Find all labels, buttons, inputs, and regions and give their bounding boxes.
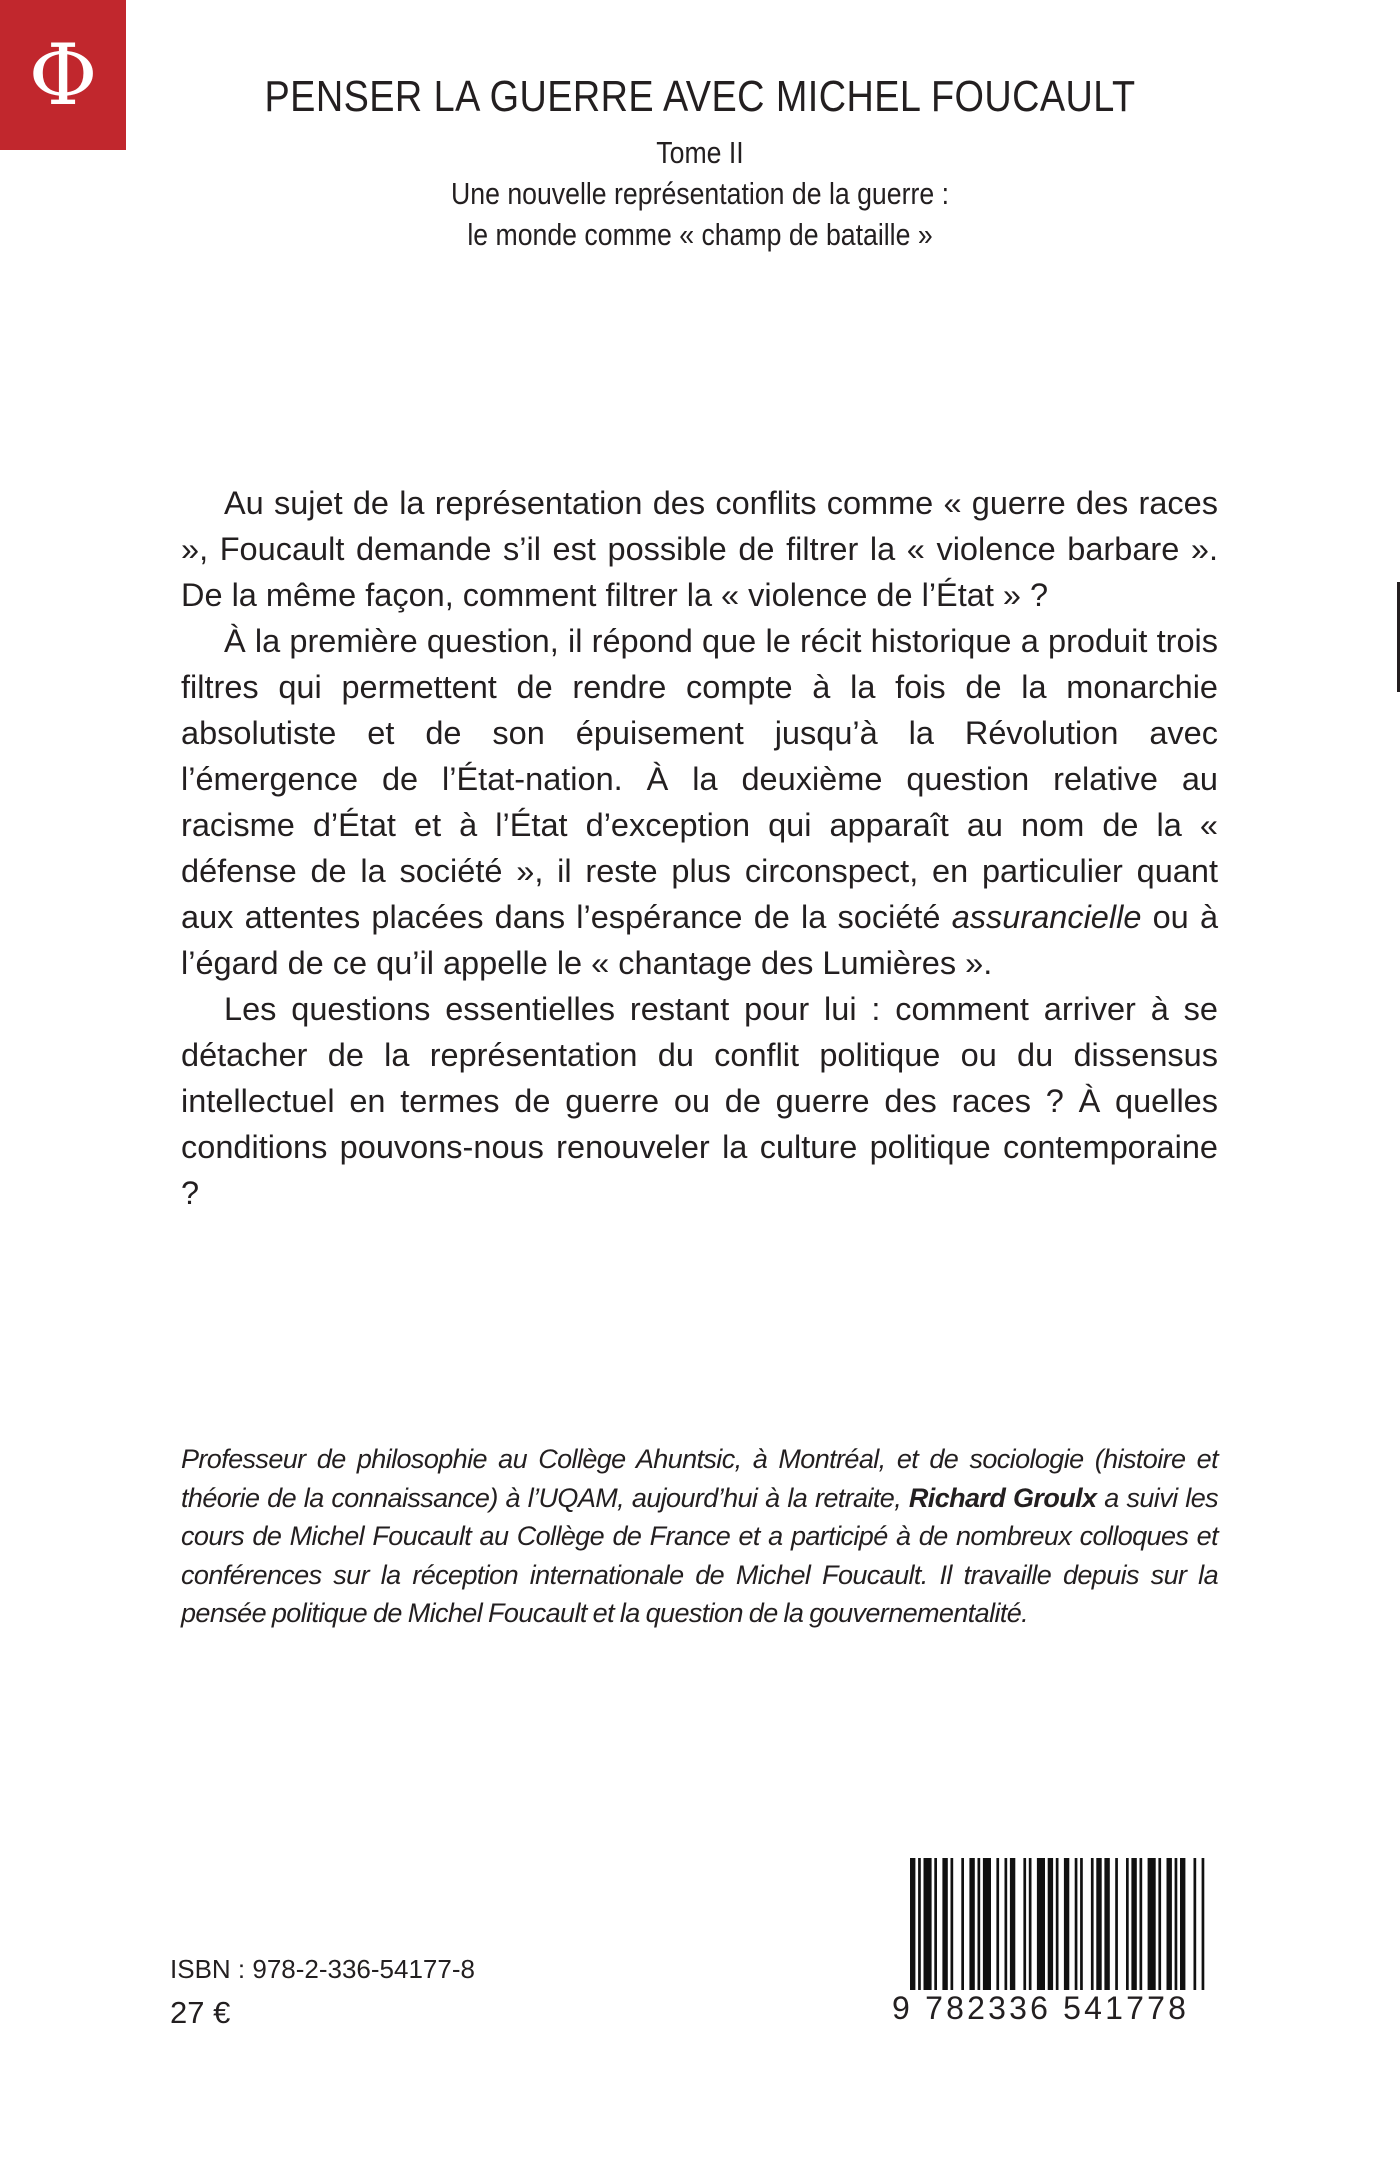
subtitle-line-2: le monde comme « champ de bataille »	[467, 217, 933, 252]
isbn-label: ISBN : 978-2-336-54177-8	[170, 1954, 475, 1984]
barcode-bar	[924, 1858, 932, 1998]
barcode-bar	[910, 1858, 915, 1998]
summary-paragraph-2	[181, 618, 1218, 986]
barcode-bar	[1148, 1858, 1156, 1998]
barcode-bar	[1140, 1858, 1143, 1998]
author-bio	[181, 1440, 1218, 1633]
barcode-bar	[1096, 1858, 1101, 1998]
author-bio-end: a suivi les cours de Michel Foucault au Collège de France et a participé à de nombreux colloques et conférences sur la réception internationale de Michel Foucault. Il travaille depuis sur la pensée politique de Michel Foucault et la question de la gouvernementalité.	[181, 1482, 1219, 1628]
barcode-bars	[890, 1858, 1212, 1998]
phi-icon: Φ	[28, 26, 98, 124]
barcode-bar	[996, 1858, 999, 1998]
summary-italic-term: assurancielle	[951, 899, 1142, 935]
price-label: 27 €	[170, 1995, 231, 2030]
barcode-bar	[969, 1858, 974, 1998]
barcode-bar	[1064, 1858, 1069, 1998]
summary-text	[181, 480, 1218, 1216]
barcode-bar	[1080, 1858, 1083, 1998]
barcode-bar	[1131, 1858, 1136, 1998]
summary-paragraph-3: Les questions essentielles restant pour lui : comment arriver à se détacher de la représentation du conflit politique ou du dissensus intellectuel en termes de guerre ou de guerre des races ? À quelles conditions pouvons-nous renouveler la culture politique contemporaine ?	[181, 991, 1218, 1211]
summary-paragraph-1: Au sujet de la représentation des conflits comme « guerre des races », Foucault demande s’il est possible de filtrer la « violence barbare ». De la même façon, comment filtrer la « violence de l’État » ?	[181, 485, 1218, 613]
barcode-bar	[1175, 1858, 1178, 1998]
barcode-bar	[961, 1858, 964, 1998]
barcode-bar	[918, 1858, 921, 1998]
barcode-bar	[1158, 1858, 1161, 1998]
barcode-bar	[1115, 1858, 1118, 1998]
author-bio-start: Professeur de philosophie au Collège Ahuntsic, à Montréal, et de sociologie (histoire et théorie de la connaissance) à l’UQAM, aujourd’hui à la retraite,	[181, 1444, 1218, 1513]
barcode-bar	[951, 1858, 954, 1998]
barcode-bar	[1029, 1858, 1032, 1998]
summary-paragraph-2-end: ou à l’égard de ce qu’il appelle le « chantage des Lumières ».	[181, 899, 1219, 981]
barcode-bar	[1075, 1858, 1078, 1998]
barcode-bar	[1048, 1858, 1053, 1998]
book-title: PENSER LA GUERRE AVEC MICHEL FOUCAULT	[264, 72, 1136, 121]
barcode-bar	[942, 1858, 947, 1998]
barcode-bar	[934, 1858, 937, 1998]
barcode-bar	[983, 1858, 991, 1998]
barcode-bar	[1167, 1858, 1172, 1998]
barcode-bar	[1180, 1858, 1185, 1998]
barcode-bar	[1091, 1858, 1094, 1998]
subtitle-line-1: Une nouvelle représentation de la guerre :	[451, 176, 949, 211]
barcode-bar	[1037, 1858, 1045, 1998]
author-name: Richard Groulx	[908, 1482, 1097, 1513]
barcode-digits: 9 782336 541778	[890, 1990, 1214, 2027]
barcode-bar	[1194, 1858, 1197, 1998]
barcode-bar	[978, 1858, 981, 1998]
barcode-bar	[1023, 1858, 1026, 1998]
barcode-bar	[1104, 1858, 1109, 1998]
summary-paragraph-2-start: À la première question, il répond que le récit historique a produit trois filtres qui permettent de rendre compte à la fois de la monarchie absolutiste et de son épuisement jusqu’à la Révolution avec l’émergence de l’État-nation. À la deuxième question relative au racisme d’État et à l’État d’exception qui apparaît au nom de la « défense de la société », il reste plus circonspect, en particulier quant aux attentes placées dans l’espérance de la société	[181, 623, 1218, 935]
barcode-bar	[1202, 1858, 1205, 1998]
barcode-bar	[1010, 1858, 1015, 1998]
barcode-bar	[1005, 1858, 1008, 1998]
volume-label: Tome II	[656, 135, 744, 170]
barcode-bar	[1126, 1858, 1129, 1998]
barcode-bar	[1056, 1858, 1059, 1998]
